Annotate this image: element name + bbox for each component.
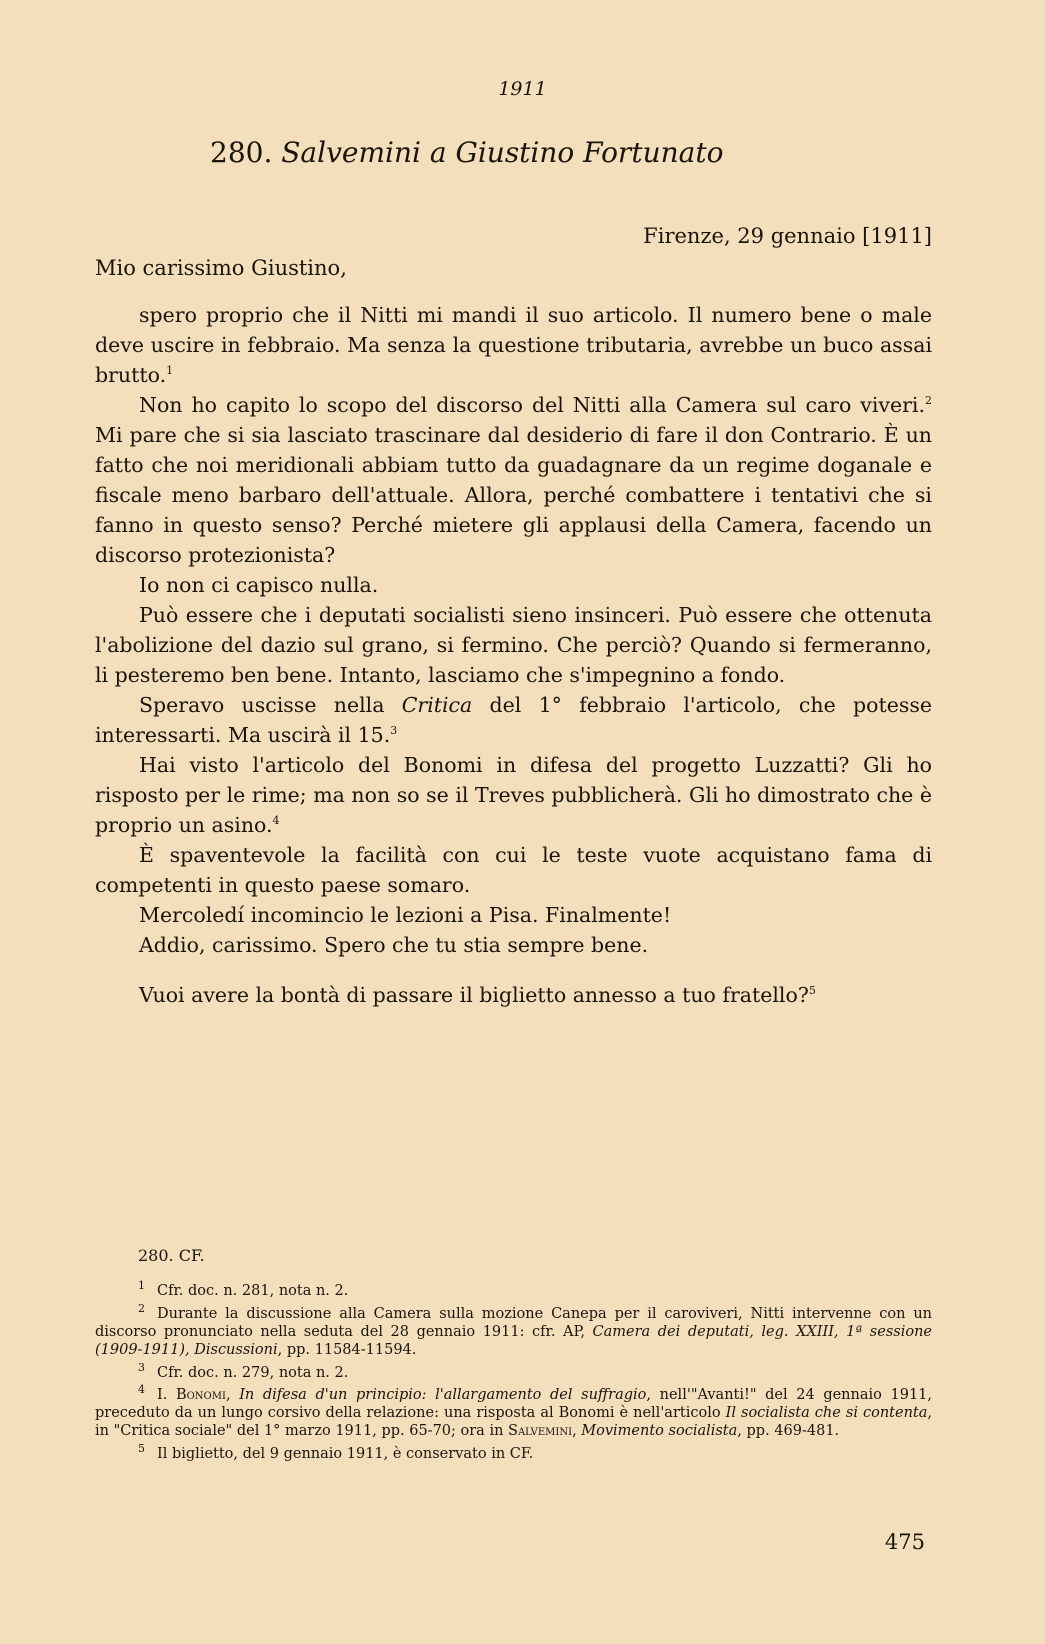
footnote: $^3$ Cfr. doc. n. 279, nota n. 2. [138,1360,349,1381]
salutation: Mio carissimo Giustino, [95,256,347,280]
footnote: $^4$ I. Bonomi, In difesa d'un principio: l'allargamento del suffragio, nell'"Avanti!" del 24 gennaio 1911, preceduto da un lungo corsivo della relazione: una risposta al Bonomi è nell'articolo Il socialista che si contenta, in "Critica sociale" del 1° marzo 1911, pp. 65-70; ora in Salvemini, Movimento socialista, pp. 469-481. [95,1383,933,1440]
postscript: Vuoi avere la bontà di passare il biglietto annesso a tuo fratello?$^5$ [139,983,816,1007]
footnote: $^1$ Cfr. doc. n. 281, nota n. 2. [138,1279,349,1299]
paragraph: È spaventevole la facilità con cui le teste vuote acquistano fama di competenti in questo paese somaro. [95,843,932,897]
footnote-ref: 4 [272,814,280,828]
paragraph: Non ho capito lo scopo del discorso del Nitti alla Camera sul caro viveri.$^2$ Mi pare che si sia lasciato trascinare dal desiderio di fare il don Contrario. È un fatto che noi meridionali abbiam tutto da guadagnare da un regime doganale e fiscale meno barbaro dell'attuale. Allora, perché combattere i tentativi che si fanno in questo senso? Perché mietere gli applausi della Camera, facendo un discorso protezionista? [95,393,932,567]
letter-title [210,136,723,169]
paragraph: Hai visto l'articolo del Bonomi in difesa del progetto Luzzatti? Gli ho risposto per le rime; ma non so se il Treves pubblicherà. Gli ho dimostrato che è proprio un asino.$^4$ [95,753,932,837]
running-head-year: 1911 [498,78,547,100]
footnote-ref: 5 [808,984,816,998]
paragraph: spero proprio che il Nitti mi mandi il suo articolo. Il numero bene o male deve uscire in febbraio. Ma senza la questione tributaria, avrebbe un buco assai brutto.$^1$ [95,303,932,387]
footnote-ref: 1 [166,364,174,378]
paragraph: Speravo uscisse nella Critica del 1° febbraio l'articolo, che potesse interessarti. Ma uscirà il 15.$^3$ [95,693,932,747]
footnote-ref: 3 [390,724,398,738]
dateline: Firenze, 29 gennaio [1911] [643,224,932,248]
letter-number: 280. [210,136,273,169]
page-number: 475 [884,1530,925,1554]
footnote-ref: 2 [925,394,932,408]
footnote: $^5$ Il biglietto, del 9 gennaio 1911, è conservato in CF. [138,1442,534,1463]
paragraph: Io non ci capisco nulla. [139,573,379,597]
paragraph: Addio, carissimo. Spero che tu stia sempre bene. [139,933,649,957]
letter-title-text: Salvemini a Giustino Fortunato [281,136,724,169]
footnote: $^2$ Durante la discussione alla Camera sulla mozione Canepa per il caroviveri, Nitti intervenne con un discorso pronunciato nella seduta del 28 gennaio 1911: cfr. AP, Camera dei deputati, leg. XXIII, 1ª sessione (1909-1911), Discussioni, pp. 11584-11594. [95,1301,932,1358]
footnotes [95,1247,932,1463]
letter-body [95,300,932,1010]
paragraph: Mercoledí incomincio le lezioni a Pisa. Finalmente! [139,903,672,927]
archive-reference: 280. CF. [138,1246,205,1265]
paragraph: Può essere che i deputati socialisti sieno insinceri. Può essere che ottenuta l'abolizione del dazio sul grano, si fermino. Che perciò? Quando si fermeranno, li pesteremo ben bene. Intanto, lasciamo che s'impegnino a fondo. [95,603,932,687]
